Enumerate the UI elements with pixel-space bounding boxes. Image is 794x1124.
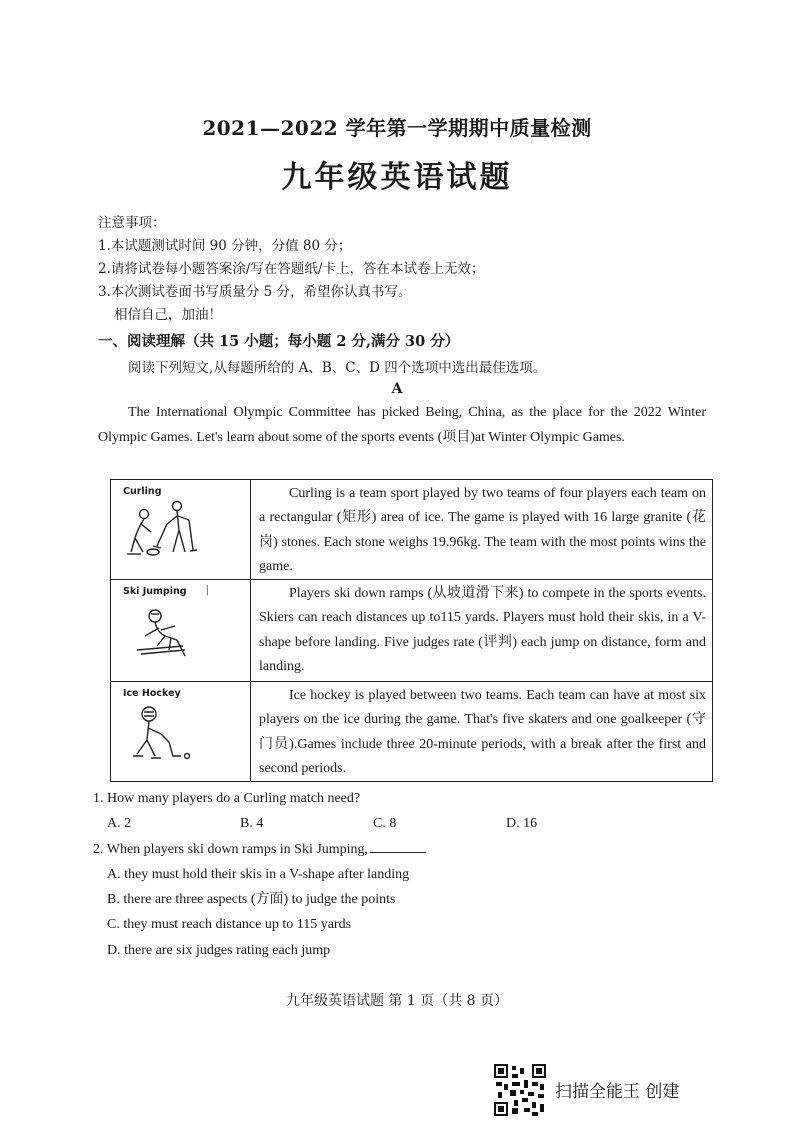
section-instruction: 阅读下列短文,从每题所给的 A、B、C、D 四个选项中选出最佳选项。: [128, 360, 547, 376]
questions: [93, 786, 639, 963]
curling-players-icon: [111, 480, 248, 579]
page-footer: 九年级英语试题 第 1 页（共 8 页）: [285, 993, 509, 1009]
section-title: 一、阅读理解（共 15 小题；每小题 2 分,满分 30 分）: [98, 333, 460, 350]
note-item: 2.请将试卷每小题答案涂/写在答题纸/卡上，答在本试卷上无效；: [98, 261, 485, 277]
table-row: [111, 480, 713, 580]
ski-jumper-icon: [111, 580, 248, 682]
option: C. 8: [373, 816, 397, 832]
question-stem-row: [93, 837, 639, 862]
question-options: [93, 811, 639, 836]
sport-label: Curling: [123, 486, 162, 497]
sport-description: Ice hockey is played between two teams. Each team can have at most six players on the ice during the game. That's five skaters and one goalkeeper (守门员).Games include three 20-minute periods, with a break after the first and second periods.: [251, 682, 713, 782]
sport-picture-cell: [111, 682, 251, 782]
sport-description: Players ski down ramps (从坡道滑下来) to compete in the sports events. Skiers can reach distances up to115 yards. Players must hold their skis, in a V-shape before landing. Five judges rate (评判) each jump on distance, form and landing.: [251, 580, 713, 682]
option: B. there are three aspects (方面) to judge the points: [107, 892, 396, 908]
question-stem: 1. How many players do a Curling match need?: [93, 791, 361, 806]
table-row: [111, 580, 713, 682]
hockey-player-icon: [111, 682, 248, 781]
option: C. they must reach distance up to 115 yards: [107, 917, 352, 933]
answer-blank: [370, 840, 426, 853]
notes-cheer: 相信自己，加油！: [114, 307, 222, 323]
option: B. 4: [240, 816, 264, 832]
part-label: A: [391, 381, 403, 397]
note-item: 1.本试题测试时间 90 分钟，分值 80 分；: [98, 238, 352, 254]
sport-picture-cell: [111, 580, 251, 682]
scanner-watermark: 扫描全能王 创建: [555, 1082, 680, 1102]
option: D. 16: [506, 816, 538, 832]
sport-label: Ski Jumping: [123, 586, 187, 598]
option: A. 2: [107, 816, 132, 832]
sport-picture-cell: [111, 480, 251, 580]
sports-table: [110, 479, 713, 782]
stray-mark: |: [206, 582, 209, 597]
qr-code-icon: [494, 1064, 546, 1116]
exam-notes: [98, 212, 484, 327]
sport-description: Curling is a team sport played by two teams of four players each team on a rectangular (矩形) area of ice. The game is played with 16 large granite (花岗) stones. Each stone weighs 19.96kg. The team with the most points wins the game.: [251, 480, 713, 580]
question-stem: 2. When players ski down ramps in Ski Jumping,: [93, 841, 369, 857]
sport-label: Ice Hockey: [123, 688, 181, 700]
passage-intro: The International Olympic Committee has picked Being, China, as the place for the 2022 Winter Olympic Games. Let's learn about some of the sports events (项目)at Winter Olympic Games.: [98, 405, 706, 445]
term-title: 2021—2022 学年第一学期期中质量检测: [202, 116, 592, 140]
option: A. they must hold their skis in a V-shape after landing: [107, 866, 410, 882]
note-item: 3.本次测试卷面书写质量分 5 分，希望你认真书写。: [98, 284, 412, 300]
table-row: [111, 682, 713, 782]
exam-title: 九年级英语试题: [281, 160, 513, 195]
notes-heading: 注意事项：: [98, 215, 166, 231]
option: D. there are six judges rating each jump: [107, 942, 331, 958]
